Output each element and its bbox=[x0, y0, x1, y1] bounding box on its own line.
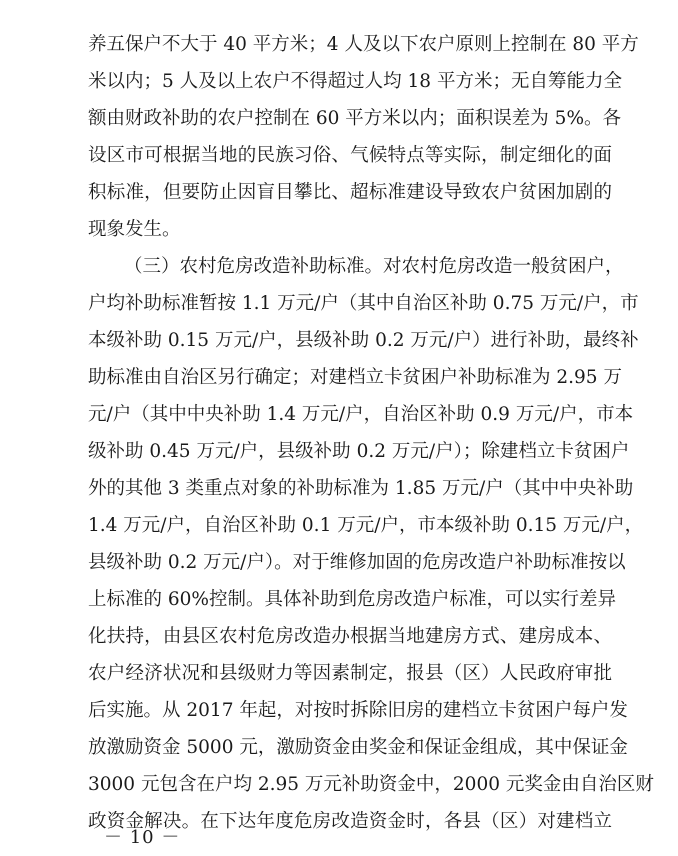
paragraph-1-line-1: 养五保户不大于 40 平方米；4 人及以下农户原则上控制在 80 平方 bbox=[88, 34, 639, 55]
paragraph-2-line-12: 农户经济状况和县级财力等因素制定，报县（区）人民政府审批 bbox=[88, 663, 612, 684]
paragraph-1-line-6: 现象发生。 bbox=[88, 219, 181, 240]
paragraph-2-line-3: 本级补助 0.15 万元/户，县级补助 0.2 万元/户）进行补助，最终补 bbox=[88, 330, 639, 351]
paragraph-2-line-11: 化扶持，由县区农村危房改造办根据当地建房方式、建房成本、 bbox=[88, 626, 612, 647]
paragraph-1-line-4: 设区市可根据当地的民族习俗、气候特点等实际，制定细化的面 bbox=[88, 145, 612, 166]
page-number: － 10 － bbox=[104, 827, 181, 848]
paragraph-1-line-5: 积标准，但要防止因盲目攀比、超标准建设导致农户贫困加剧的 bbox=[88, 182, 612, 203]
paragraph-2-line-14: 放激励资金 5000 元，激励资金由奖金和保证金组成，其中保证金 bbox=[88, 737, 628, 758]
paragraph-2-line-9: 县级补助 0.2 万元/户）。对于维修加固的危房改造户补助标准按以 bbox=[88, 552, 626, 573]
paragraph-2-line-4: 助标准由自治区另行确定；对建档立卡贫困户补助标准为 2.95 万 bbox=[88, 367, 622, 388]
paragraph-2-line-1: （三）农村危房改造补助标准。对农村危房改造一般贫困户， bbox=[124, 256, 624, 277]
paragraph-2-line-16: 政资金解决。在下达年度危房改造资金时，各县（区）对建档立 bbox=[88, 811, 612, 832]
paragraph-1-line-2: 米以内；5 人及以上农户不得超过人均 18 平方米；无自筹能力全 bbox=[88, 71, 622, 92]
paragraph-1-line-3: 额由财政补助的农户控制在 60 平方米以内；面积误差为 5%。各 bbox=[88, 108, 622, 129]
paragraph-2-line-10: 上标准的 60%控制。具体补助到危房改造户标准，可以实行差异 bbox=[88, 589, 617, 610]
paragraph-2-line-7: 外的其他 3 类重点对象的补助标准为 1.85 万元/户（其中中央补助 bbox=[88, 478, 634, 499]
paragraph-2-line-2: 户均补助标准暂按 1.1 万元/户（其中自治区补助 0.75 万元/户，市 bbox=[88, 293, 639, 314]
paragraph-2-line-5: 元/户（其中中央补助 1.4 万元/户，自治区补助 0.9 万元/户，市本 bbox=[88, 404, 634, 425]
paragraph-2-line-8: 1.4 万元/户，自治区补助 0.1 万元/户，市本级补助 0.15 万元/户， bbox=[88, 515, 644, 536]
paragraph-2-line-6: 级补助 0.45 万元/户，县级补助 0.2 万元/户）；除建档立卡贫困户 bbox=[88, 441, 630, 462]
paragraph-2-line-15: 3000 元包含在户均 2.95 万元补助资金中，2000 元奖金由自治区财 bbox=[88, 774, 654, 795]
paragraph-2-line-13: 后实施。从 2017 年起，对按时拆除旧房的建档立卡贫困户每户发 bbox=[88, 700, 628, 721]
